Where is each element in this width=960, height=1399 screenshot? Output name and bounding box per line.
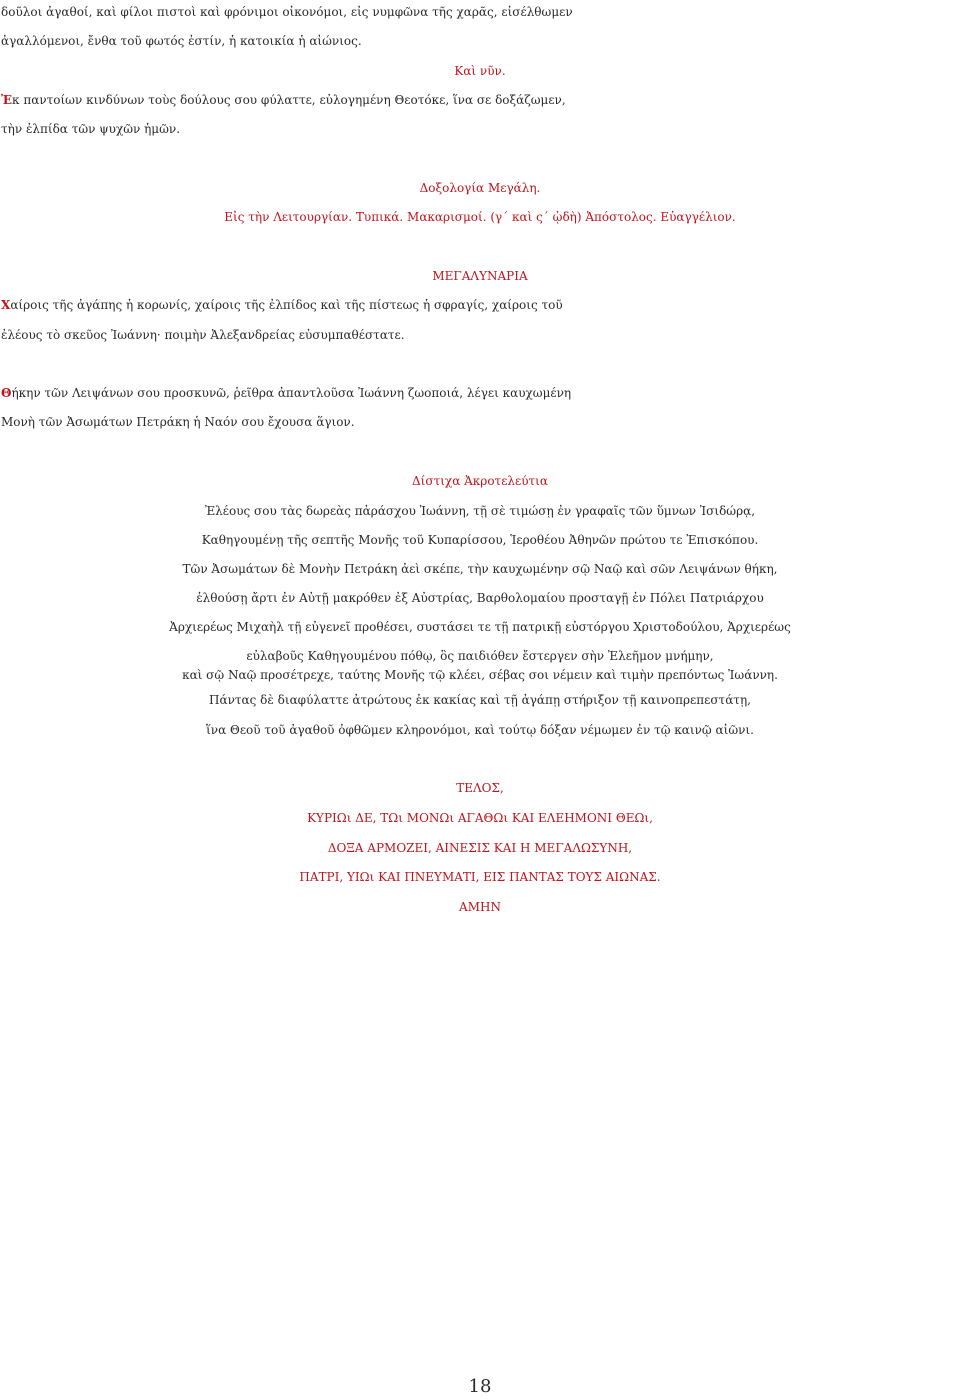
megalynarion-1-text: αίροις τῆς ἀγάπης ἡ κορωνίς, χαίροις τῆς ἐλπίδος καὶ τῆς πίστεως ἡ σφραγίς, χαίροις τοῦ [10,298,563,312]
distichon-line: ἵνα Θεοῦ τοῦ ἀγαθοῦ ὀφθῶμεν κληρονόμοι, καὶ τούτῳ δόξαν νέμωμεν ἐν τῷ καινῷ αἰῶνι. [206,723,754,737]
ek-pantoion-line-1 [0,86,960,114]
drop-initial: Χ [1,298,11,312]
ending-line: ΚΥΡΙΩι ΔΕ, ΤΩι ΜΟΝΩι ΑΓΑΘΩι ΚΑΙ ΕΛΕΗΜΟΝΙ ΘΕΩι, [307,811,653,825]
page-number: 18 [468,1376,492,1397]
leitourgia-rubric: Εἰς τὴν Λειτουργίαν. Τυπικά. Μακαρισμοί. (γ΄ καὶ ς΄ ᾠδὴ) Ἀπόστολος. Εὐαγγέλιον. [224,210,736,224]
megalynarion-1-line-1 [0,291,960,319]
doxologia-rubric: Δοξολογία Μεγάλη. [419,181,541,195]
distichon-line: Πάντας δὲ διαφύλαττε ἀτρώτους ἐκ κακίας καὶ τῇ ἀγάπῃ στήριξον τῇ καινοπρεπεστάτῃ, [209,693,751,707]
drop-initial: Ἐ [1,93,13,107]
distichon-line: Ἐλέους σου τὰς δωρεὰς πἀράσχου Ἰωάννη, τῇ σὲ τιμώσῃ ἐν γραφαῖς τῶν ὕμνων Ἰσιδώρᾳ, [204,504,756,518]
distichon-line: Ἀρχιερέως Μιχαὴλ τῇ εὐγενεῖ προθέσει, συστάσει τε τῇ πατρικῇ εὐστόργου Χριστοδούλου, Ἀρχιερέως [169,620,791,634]
drop-initial: Θ [1,386,12,400]
ending-line: ΤΕΛΟΣ, [456,781,504,795]
megalynarion-2-line-2: Μονὴ τῶν Ἀσωμάτων Πετράκη ἡ Ναόν σου ἔχουσα ἅγιον. [1,415,355,429]
distichon-line: ἐλθούσῃ ἄρτι ἐν Αὐτῇ μακρόθεν ἐξ Αὐστρίας, Βαρθολομαίου προσταγῇ ἐν Πόλει Πατριάρχου [196,591,764,605]
distichon-heading: Δίστιχα Ἀκροτελεύτια [412,474,548,488]
megalynarion-2-line-1 [0,379,960,407]
distichon-line: Τῶν Ἀσωμάτων δὲ Μονὴν Πετράκη ἀεὶ σκέπε, τὴν καυχωμένην σῷ Ναῷ καὶ σῶν Λειψάνων θήκη, [182,562,778,576]
distichon-line: καὶ σῷ Ναῷ προσέτρεχε, ταύτης Μονῆς τῷ κλέει, σέβας σοι νέμειν καὶ τιμὴν πρεπόντως Ἰωάννη. [182,668,778,682]
megalynaria-heading: ΜΕΓΑΛΥΝΑΡΙΑ [432,269,528,283]
amen-line: ΑΜΗΝ [459,900,501,914]
ek-pantoion-line-2: τὴν ἐλπίδα τῶν ψυχῶν ἡμῶν. [1,122,181,136]
megalynarion-1-line-2: ἐλέους τὸ σκεῦος Ἰωάννη· ποιμὴν Ἀλεξανδρείας εὐσυμπαθέστατε. [1,328,405,342]
opening-line-2: ἀγαλλόμενοι, ἔνθα τοῦ φωτός ἐστίν, ἡ κατοικία ἡ αἰώνιος. [1,34,362,48]
ending-line: ΠΑΤΡΙ, ΥΙΩι ΚΑΙ ΠΝΕΥΜΑΤΙ, ΕΙΣ ΠΑΝΤΑΣ ΤΟΥΣ ΑΙΩΝΑΣ. [299,870,661,884]
ending-line: ΔΟΞΑ ΑΡΜΟΖΕΙ, ΑΙΝΕΣΙΣ ΚΑΙ Η ΜΕΓΑΛΩΣΥΝΗ, [327,841,633,855]
ek-pantoion-text: κ παντοίων κινδύνων τοὺς δούλους σου φύλαττε, εὐλογημένη Θεοτόκε, ἵνα σε δοξάζωμεν, [12,93,566,107]
distichon-line: εὐλαβοῦς Καθηγουμένου πόθῳ, ὃς παιδιόθεν ἔστεργεν σὴν Ἐλεῆμον μνήμην, [246,649,714,663]
opening-line-1: δοῦλοι ἀγαθοί, καὶ φίλοι πιστοὶ καὶ φρόνιμοι οἰκονόμοι, εἰς νυμφῶνα τῆς χαρᾶς, εἰσέλθωμεν [1,5,573,19]
kai-nyn-rubric: Καὶ νῦν. [454,64,506,78]
distichon-line: Καθηγουμένῃ τῆς σεπτῆς Μονῆς τοῦ Κυπαρίσσου, Ἱεροθέου Ἀθηνῶν πρώτου τε Ἐπισκόπου. [201,533,759,547]
megalynarion-2-text: ήκην τῶν Λειψάνων σου προσκυνῶ, ῥεῖθρα ἀπαντλοῦσα Ἰωάννη ζωοποιά, λέγει καυχωμένη [11,386,572,400]
